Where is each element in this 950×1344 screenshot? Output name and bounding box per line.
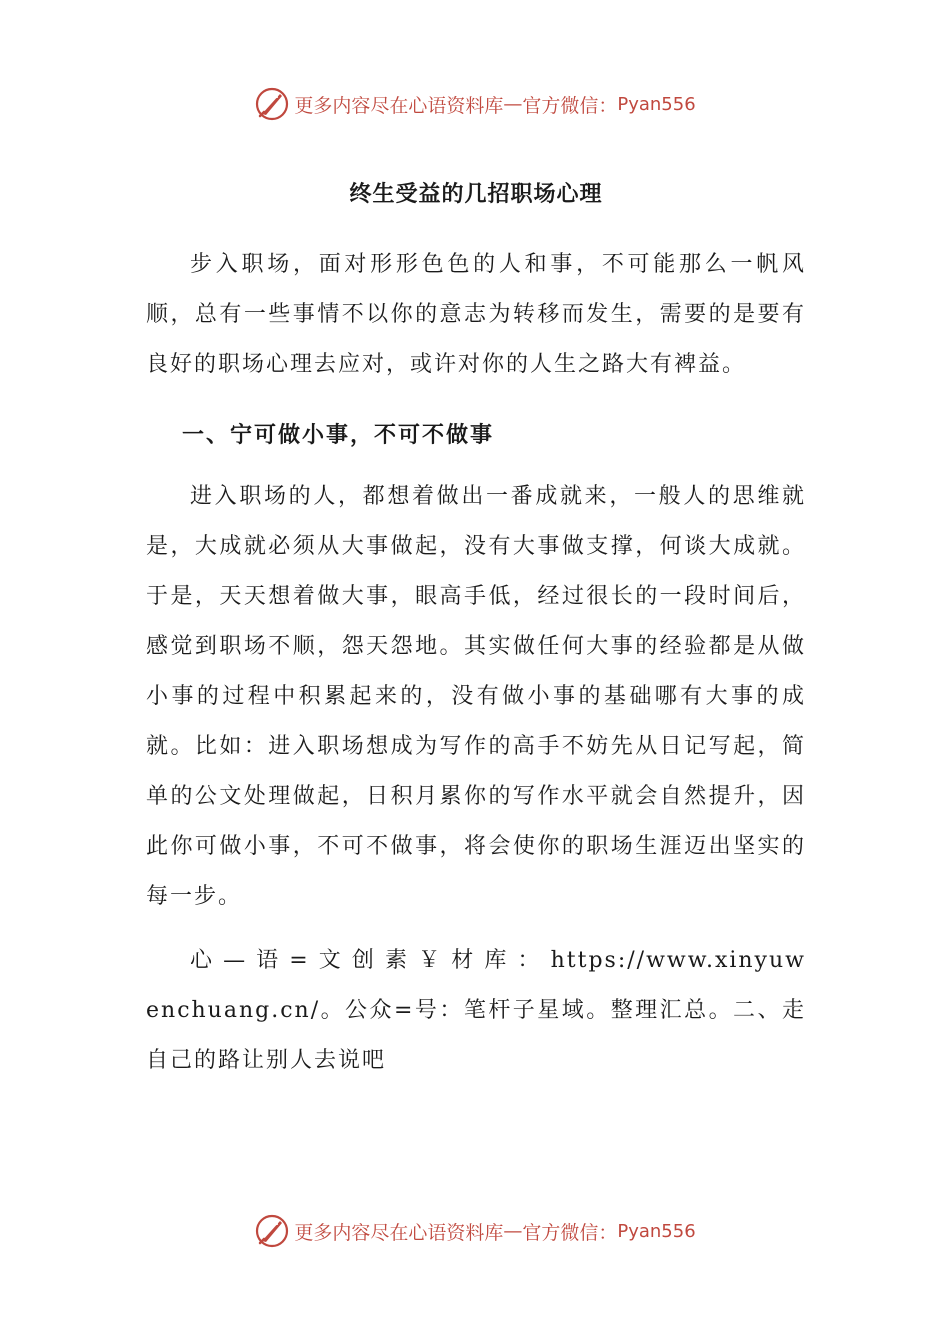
- section-1-paragraph: 进入职场的人，都想着做出一番成就来，一般人的思维就是，大成就必须从大事做起，没有大事做支撑，何谈大成就。于是，天天想着做大事，眼高手低，经过很长的一段时间后，感觉到职场不顺，怨天怨地。其实做任何大事的经验都是从做小事的过程中积累起来的，没有做小事的基础哪有大事的成就。比如：进入职场想成为写作的高手不妨先从日记写起，简单的公文处理做起，日积月累你的写作水平就会自然提升，因此你可做小事，不可不做事，将会使你的职场生涯迈出坚实的每一步。: [146, 484, 806, 909]
- header-banner: [0, 82, 950, 126]
- section-heading-1: 一、宁可做小事，不可不做事: [182, 422, 495, 448]
- banner-wechat-label: 官方微信：: [522, 1221, 618, 1244]
- banner-separator: —: [503, 93, 523, 115]
- quill-pen-logo-icon: [254, 1213, 290, 1249]
- banner-separator: —: [503, 1220, 523, 1242]
- document-body: [146, 172, 806, 1086]
- banner-brand-text: 更多内容尽在心语资料库: [294, 1221, 504, 1244]
- footer-banner: [0, 1209, 950, 1253]
- banner-wechat-id: Pyan556: [617, 1220, 696, 1242]
- document-title: 终生受益的几招职场心理: [349, 181, 603, 207]
- banner-brand-text: 更多内容尽在心语资料库: [294, 94, 504, 117]
- intro-paragraph: 步入职场，面对形形色色的人和事，不可能那么一帆风顺，总有一些事情不以你的意志为转移而发生，需要的是要有良好的职场心理去应对，或许对你的人生之路大有裨益。: [146, 252, 806, 377]
- banner-wechat-id: Pyan556: [617, 93, 696, 115]
- quill-pen-logo-icon: [254, 86, 290, 122]
- banner-wechat-label: 官方微信：: [522, 94, 618, 117]
- watermark-paragraph: 心 — 语 = 文 创 素 ￥ 材 库 ： https://www.xinyuwenchuang.cn/。公众=号：笔杆子星域。整理汇总。二、走自己的路让别人去说吧: [146, 948, 806, 1073]
